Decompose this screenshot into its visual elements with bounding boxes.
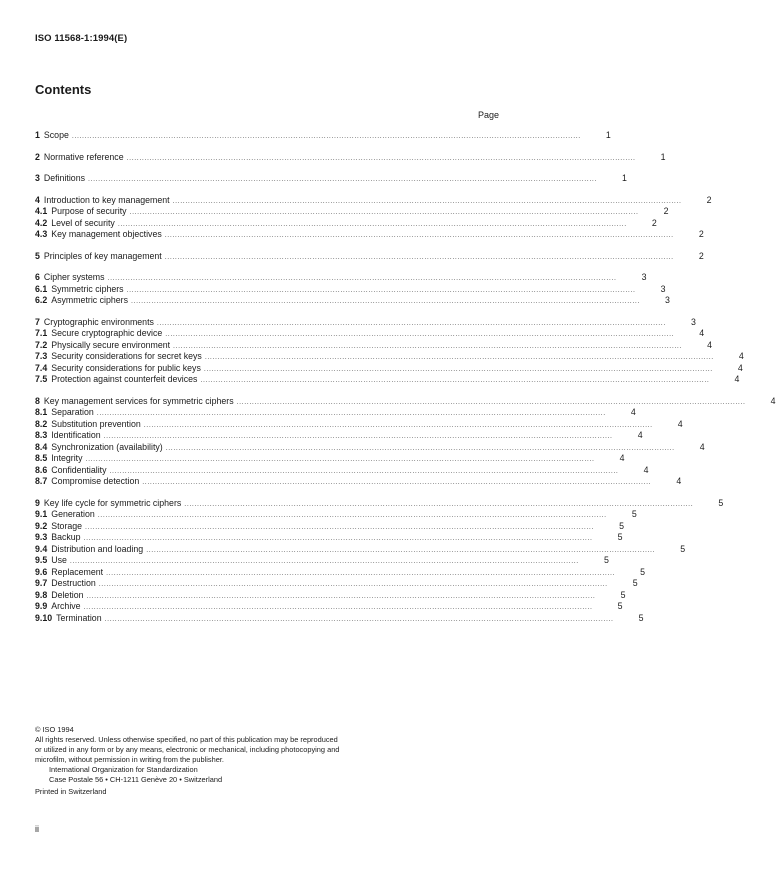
toc-entry-title: Compromise detection	[51, 476, 140, 486]
toc-entry-page: 1	[660, 151, 666, 162]
toc-entry[interactable]	[35, 555, 609, 567]
toc-entry-number: 6	[35, 272, 40, 282]
toc-entry-number: 6.2	[35, 295, 48, 305]
toc-entry-title: Normative reference	[43, 151, 124, 162]
toc-entry[interactable]	[35, 612, 644, 625]
dot-leader: ........................................................................................................................................................................................................	[164, 232, 674, 239]
toc-entry[interactable]	[35, 566, 646, 579]
toc-entry-page: 4	[676, 476, 682, 486]
toc-entry-number: 7.4	[35, 362, 48, 373]
dot-leader: ........................................................................................................................................................................................................	[126, 154, 636, 162]
dot-leader: ........................................................................................................................................................................................................	[98, 581, 608, 588]
copyright-line: © ISO 1994	[35, 725, 74, 734]
toc-entry-page: 5	[619, 520, 625, 531]
toc-entry-number: 7	[35, 316, 40, 327]
toc-entry-page: 2	[706, 194, 712, 205]
toc-group	[35, 497, 724, 625]
dot-leader: ........................................................................................................................................................................................................	[71, 133, 581, 140]
dot-leader: ........................................................................................................................................................................................................	[86, 592, 596, 600]
toc-entry-page: 4	[619, 453, 625, 463]
dot-leader: ........................................................................................................................................................................................................	[165, 331, 675, 338]
toc-entry-number: 8.4	[35, 441, 48, 452]
dot-leader: ........................................................................................................................................................................................................	[203, 365, 713, 373]
toc-entry-number: 9.10	[35, 612, 53, 623]
toc-entry[interactable]	[35, 543, 686, 556]
toc-entry-title: Synchronization (availability)	[51, 441, 163, 452]
toc-entry-number: 8	[35, 395, 40, 406]
dot-leader: ........................................................................................................................................................................................................	[97, 512, 607, 519]
toc-entry[interactable]	[35, 229, 704, 241]
toc-entry-page: 5	[632, 578, 638, 588]
toc-group	[35, 173, 627, 185]
toc-entry-number: 9.8	[35, 589, 48, 600]
toc-entry-number: 5	[35, 250, 40, 261]
toc-entry-page: 3	[660, 283, 666, 294]
toc-entry-page: 3	[641, 272, 647, 282]
toc-entry-title: Substitution prevention	[51, 418, 141, 429]
toc-entry[interactable]	[35, 283, 666, 296]
dot-leader: ........................................................................................................................................................................................................	[117, 220, 627, 228]
dot-leader: ........................................................................................................................................................................................................	[104, 615, 614, 623]
toc-entry-number: 9.2	[35, 520, 48, 531]
toc-group	[35, 151, 666, 164]
toc-entry-number: 4.3	[35, 229, 48, 239]
dot-leader: ........................................................................................................................................................................................................	[109, 467, 619, 475]
toc-entry-number: 8.1	[35, 407, 48, 417]
dot-leader: ........................................................................................................................................................................................................	[172, 197, 682, 205]
dot-leader: ........................................................................................................................................................................................................	[164, 253, 674, 261]
toc-entry-page: 5	[603, 555, 609, 565]
toc-entry[interactable]	[35, 520, 625, 533]
toc-entry-title: Backup	[51, 532, 81, 542]
toc-entry-title: Key management objectives	[51, 229, 162, 239]
toc-entry-title: Integrity	[51, 453, 83, 463]
toc-entry[interactable]	[35, 130, 611, 142]
toc-entry-page: 5	[638, 612, 644, 623]
toc-entry-title: Protection against counterfeit devices	[51, 374, 198, 384]
toc-entry-number: 8.2	[35, 418, 48, 429]
toc-entry-title: Asymmetric ciphers	[51, 295, 128, 305]
toc-entry[interactable]	[35, 532, 623, 544]
toc-entry-title: Termination	[56, 612, 102, 623]
toc-entry[interactable]	[35, 206, 669, 218]
toc-entry-title: Symmetric ciphers	[51, 283, 124, 294]
dot-leader: ........................................................................................................................................................................................................	[156, 319, 666, 327]
toc-entry[interactable]	[35, 362, 743, 375]
toc-entry-page: 1	[622, 173, 627, 183]
toc-entry-page: 5	[617, 532, 623, 542]
dot-leader: ........................................................................................................................................................................................................	[130, 298, 640, 305]
toc-entry[interactable]	[35, 272, 647, 284]
dot-leader: ........................................................................................................................................................................................................	[103, 433, 613, 440]
dot-leader: ........................................................................................................................................................................................................	[184, 500, 694, 508]
toc-entry-title: Separation	[51, 407, 94, 417]
toc-entry-page: 4	[699, 441, 705, 452]
contents-title: Contents	[35, 82, 92, 97]
toc-entry-number: 9.1	[35, 509, 48, 519]
toc-entry[interactable]	[35, 316, 696, 329]
toc-entry[interactable]	[35, 441, 705, 454]
rights-line: All rights reserved. Unless otherwise specified, no part of this publication may be reproduced	[35, 735, 338, 744]
toc-entry[interactable]	[35, 395, 776, 408]
toc-group	[35, 395, 776, 488]
rights-line: microfilm, without permission in writing from the publisher.	[35, 755, 224, 764]
copyright-notice	[35, 725, 395, 797]
dot-leader: ........................................................................................................................................................................................................	[96, 410, 606, 417]
toc-entry-title: Use	[51, 555, 67, 565]
toc-entry-number: 9.5	[35, 555, 48, 565]
toc-entry[interactable]	[35, 217, 657, 230]
dot-leader: ........................................................................................................................................................................................................	[87, 176, 597, 183]
toc-entry-number: 8.3	[35, 430, 48, 440]
toc-entry-number: 9.7	[35, 578, 48, 588]
toc-entry[interactable]	[35, 151, 666, 164]
toc-entry-page: 4	[707, 339, 713, 350]
dot-leader: ........................................................................................................................................................................................................	[173, 342, 683, 350]
toc-entry-title: Principles of key management	[43, 250, 162, 261]
toc-entry[interactable]	[35, 497, 724, 510]
toc-entry[interactable]	[35, 601, 623, 613]
toc-group	[35, 130, 611, 142]
dot-leader: ........................................................................................................................................................................................................	[165, 444, 675, 452]
toc-entry-title: Distribution and loading	[51, 543, 144, 554]
toc-entry-number: 9.9	[35, 601, 48, 611]
page-column-label: Page	[477, 110, 499, 120]
toc-entry-page: 4	[699, 328, 705, 338]
toc-entry-page: 3	[690, 316, 696, 327]
toc-entry-page: 4	[737, 362, 743, 373]
toc-entry-number: 7.2	[35, 339, 48, 350]
toc-entry-number: 2	[35, 151, 40, 162]
toc-entry-page: 5	[718, 497, 724, 508]
toc-entry-title: Cipher systems	[43, 272, 105, 282]
toc-entry-number: 9.4	[35, 543, 48, 554]
toc-entry[interactable]	[35, 430, 643, 442]
toc-entry[interactable]	[35, 464, 649, 477]
dot-leader: ........................................................................................................................................................................................................	[204, 354, 714, 361]
toc-entry-title: Secure cryptographic device	[51, 328, 163, 338]
table-of-contents	[35, 130, 776, 634]
toc-entry-page: 4	[770, 395, 776, 406]
toc-entry-page: 5	[631, 509, 637, 519]
toc-entry-title: Purpose of security	[51, 206, 127, 216]
toc-entry-number: 4.1	[35, 206, 48, 216]
toc-entry-page: 4	[738, 351, 744, 361]
toc-entry[interactable]	[35, 509, 637, 521]
dot-leader: ........................................................................................................................................................................................................	[126, 286, 636, 294]
toc-entry-title: Destruction	[51, 578, 96, 588]
printed-in: Printed in Switzerland	[35, 787, 107, 796]
dot-leader: ........................................................................................................................................................................................................	[200, 377, 710, 384]
toc-entry-title: Confidentiality	[51, 464, 107, 475]
toc-entry-title: Key life cycle for symmetric ciphers	[43, 497, 182, 508]
toc-entry-title: Security considerations for public keys	[51, 362, 201, 373]
toc-entry-number: 8.5	[35, 453, 48, 463]
toc-entry[interactable]	[35, 250, 704, 263]
toc-entry[interactable]	[35, 374, 740, 386]
toc-entry-title: Generation	[51, 509, 95, 519]
toc-entry-page: 4	[637, 430, 643, 440]
document-id-header: ISO 11568-1:1994(E)	[35, 33, 128, 44]
toc-entry-title: Archive	[51, 601, 81, 611]
toc-entry-title: Cryptographic environments	[43, 316, 154, 327]
toc-entry[interactable]	[35, 339, 713, 352]
toc-entry[interactable]	[35, 295, 670, 307]
toc-entry[interactable]	[35, 194, 712, 207]
toc-entry-page: 2	[698, 250, 704, 261]
toc-entry-title: Replacement	[51, 566, 104, 577]
toc-entry-number: 1	[35, 130, 40, 140]
toc-entry-number: 4	[35, 194, 40, 205]
dot-leader: ........................................................................................................................................................................................................	[143, 421, 653, 429]
toc-entry-title: Security considerations for secret keys	[51, 351, 202, 361]
toc-entry-title: Storage	[51, 520, 83, 531]
organization-address: Case Postale 56 • CH-1211 Genève 20 • Switzerland	[49, 775, 223, 784]
dot-leader: ........................................................................................................................................................................................................	[142, 479, 652, 486]
page-number: ii	[35, 824, 39, 834]
toc-entry[interactable]	[35, 328, 705, 340]
toc-entry-page: 2	[698, 229, 704, 239]
toc-entry-number: 7.1	[35, 328, 48, 338]
dot-leader: ........................................................................................................................................................................................................	[83, 604, 593, 611]
toc-entry-number: 9.3	[35, 532, 48, 542]
toc-entry[interactable]	[35, 351, 744, 363]
toc-entry[interactable]	[35, 578, 638, 590]
toc-entry-title: Key management services for symmetric ciphers	[43, 395, 234, 406]
dot-leader: ........................................................................................................................................................................................................	[129, 209, 639, 216]
dot-leader: ........................................................................................................................................................................................................	[236, 398, 746, 406]
toc-group	[35, 194, 712, 241]
toc-group	[35, 316, 744, 386]
toc-entry-title: Identification	[51, 430, 101, 440]
toc-entry-number: 7.5	[35, 374, 48, 384]
toc-entry[interactable]	[35, 589, 626, 602]
dot-leader: ........................................................................................................................................................................................................	[85, 456, 595, 463]
toc-entry-number: 8.6	[35, 464, 48, 475]
dot-leader: ........................................................................................................................................................................................................	[83, 535, 593, 542]
toc-entry-page: 1	[605, 130, 611, 140]
toc-entry-page: 5	[617, 601, 623, 611]
toc-group	[35, 272, 670, 307]
toc-entry[interactable]	[35, 418, 683, 431]
rights-line: or utilized in any form or by any means, electronic or mechanical, including photocopying and	[35, 745, 340, 754]
toc-entry-page: 5	[640, 566, 646, 577]
toc-entry-title: Scope	[43, 130, 69, 140]
dot-leader: ........................................................................................................................................................................................................	[106, 569, 616, 577]
toc-entry-page: 5	[680, 543, 686, 554]
toc-entry-page: 4	[734, 374, 740, 384]
toc-entry-page: 3	[665, 295, 670, 305]
toc-entry-title: Definitions	[43, 173, 85, 183]
toc-entry-page: 4	[630, 407, 636, 417]
toc-entry-number: 7.3	[35, 351, 48, 361]
toc-group	[35, 250, 704, 263]
toc-entry[interactable]	[35, 476, 682, 488]
toc-entry-page: 4	[677, 418, 683, 429]
toc-entry-number: 9.6	[35, 566, 48, 577]
toc-entry-title: Deletion	[51, 589, 84, 600]
toc-entry-title: Level of security	[51, 217, 115, 228]
toc-entry-title: Introduction to key management	[43, 194, 170, 205]
toc-entry-number: 8.7	[35, 476, 48, 486]
toc-entry-page: 4	[643, 464, 649, 475]
toc-entry-number: 3	[35, 173, 40, 183]
dot-leader: ........................................................................................................................................................................................................	[69, 558, 579, 565]
toc-entry-number: 4.2	[35, 217, 48, 228]
toc-entry-title: Physically secure environment	[51, 339, 171, 350]
organization-name: International Organization for Standardization	[49, 765, 198, 774]
toc-entry-number: 6.1	[35, 283, 48, 294]
toc-entry[interactable]	[35, 173, 627, 185]
toc-entry[interactable]	[35, 453, 625, 465]
dot-leader: ........................................................................................................................................................................................................	[85, 523, 595, 531]
dot-leader: ........................................................................................................................................................................................................	[146, 546, 656, 554]
dot-leader: ........................................................................................................................................................................................................	[107, 275, 617, 282]
toc-entry-page: 2	[651, 217, 657, 228]
toc-entry-page: 5	[620, 589, 626, 600]
toc-entry-number: 9	[35, 497, 40, 508]
toc-entry-page: 2	[663, 206, 669, 216]
toc-entry[interactable]	[35, 407, 636, 419]
